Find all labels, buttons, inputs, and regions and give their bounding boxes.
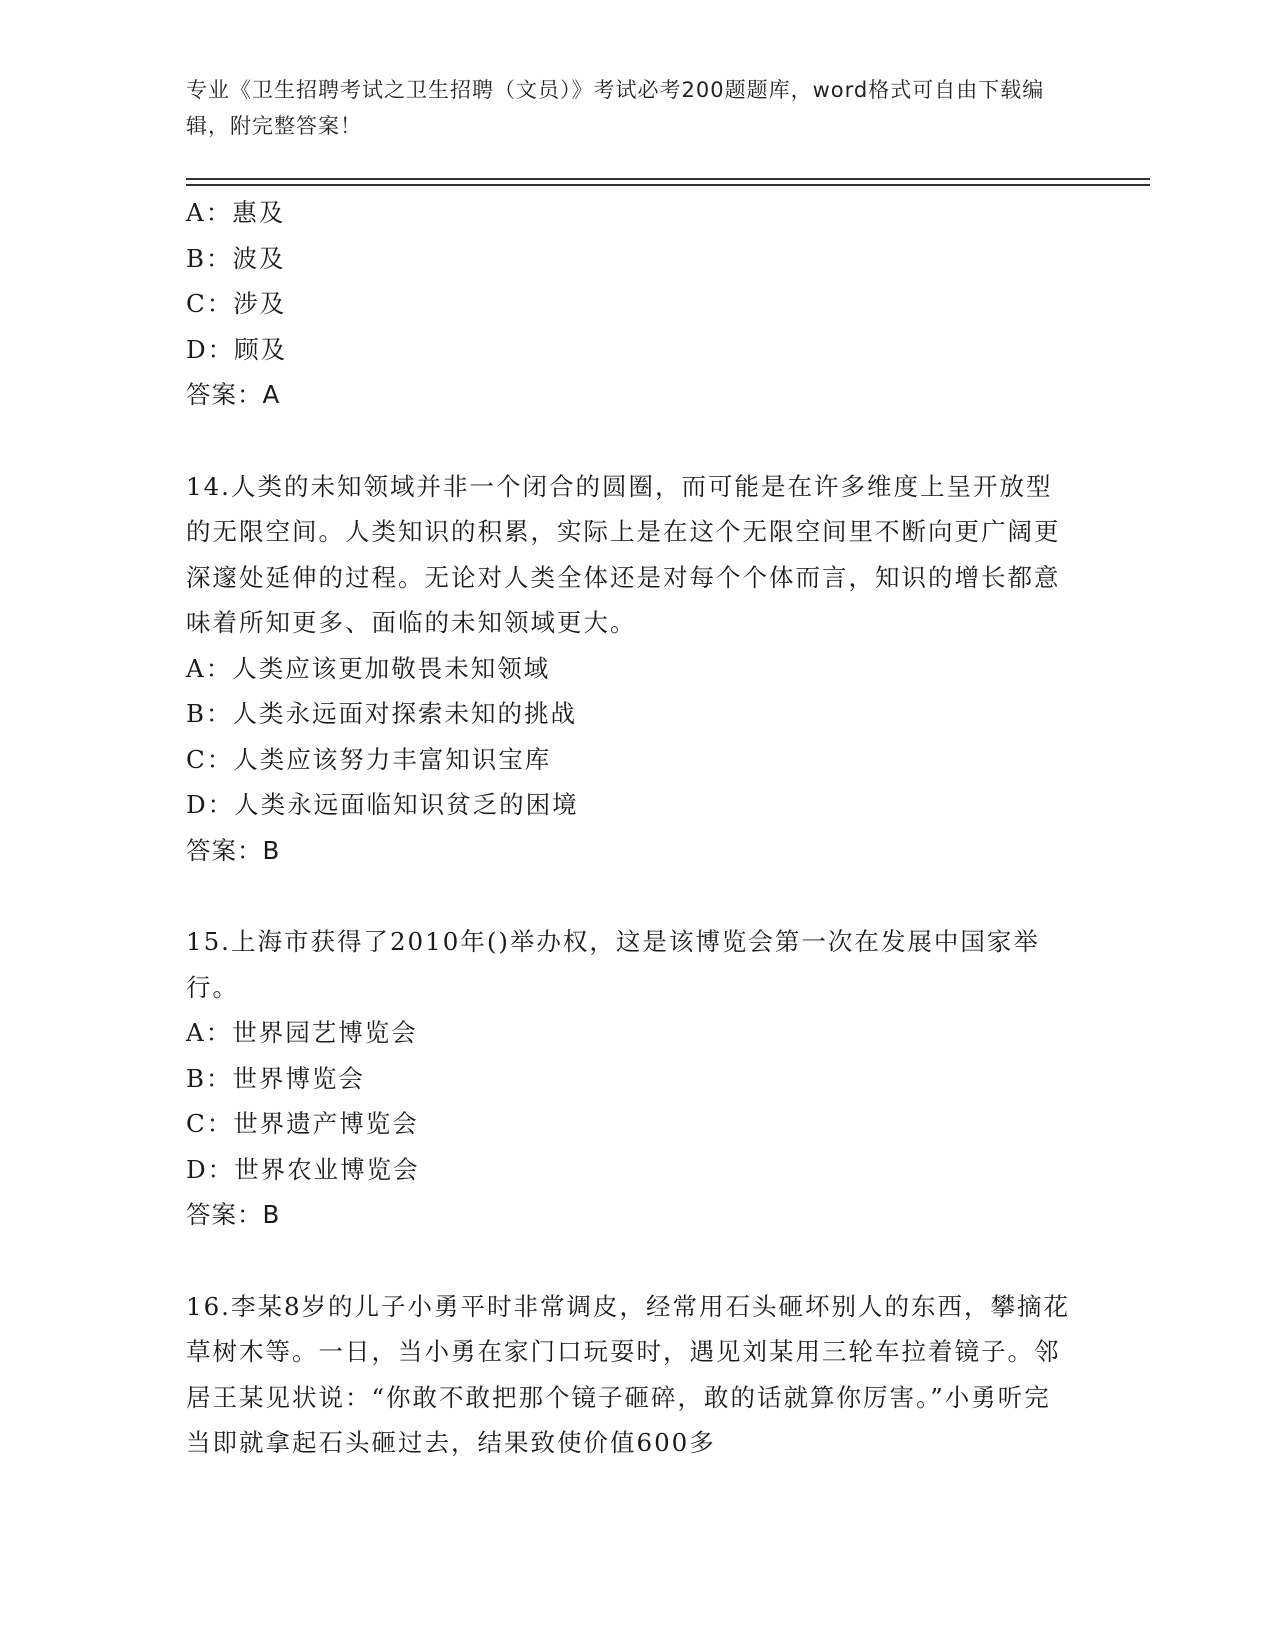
question-block-15 <box>186 919 1076 1238</box>
option-b: B：世界博览会 <box>186 1063 366 1093</box>
option-d: D：世界农业博览会 <box>186 1154 420 1184</box>
option-d: D：人类永远面临知识贫乏的困境 <box>186 790 579 819</box>
document-header: 专业《卫生招聘考试之卫生招聘（文员）》考试必考200题题库，word格式可自由下载编辑，附完整答案！ <box>186 78 1045 138</box>
question-block-16 <box>186 1284 1076 1466</box>
answer-line: 答案：A <box>186 380 281 409</box>
option-a: A：人类应该更加敬畏未知领域 <box>186 653 551 683</box>
question-block-13 <box>186 190 1076 418</box>
option-c: C：涉及 <box>186 289 287 318</box>
option-d: D：顾及 <box>186 334 288 364</box>
question-block-14 <box>186 464 1076 874</box>
answer-line: 答案：B <box>186 835 281 865</box>
option-b: B：波及 <box>186 243 286 273</box>
option-c: C：世界遗产博览会 <box>186 1109 419 1138</box>
question-stem: 15.上海市获得了2010年()举办权，这是该博览会第一次在发展中国家举行。 <box>186 927 1040 1002</box>
question-stem: 16.李某8岁的儿子小勇平时非常调皮，经常用石头砸坏别人的东西，攀摘花草树木等。一日，当小勇在家门口玩耍时，遇见刘某用三轮车拉着镜子。邻居王某见状说：“你敢不敢把那个镜子砸碎，敢的话就算你厉害。”小勇听完当即就拿起石头砸过去，结果致使价值600多 <box>186 1291 1071 1457</box>
option-a: A：世界园艺博览会 <box>186 1018 418 1047</box>
answer-line: 答案：B <box>186 1200 281 1229</box>
header-rule-bottom <box>186 184 1150 186</box>
document-body <box>186 190 1076 1466</box>
option-a: A：惠及 <box>186 198 286 227</box>
header-rule-top <box>186 178 1150 180</box>
option-c: C：人类应该努力丰富知识宝库 <box>186 744 552 774</box>
option-b: B：人类永远面对探索未知的挑战 <box>186 699 578 728</box>
question-stem: 14.人类的未知领域并非一个闭合的圆圈，而可能是在许多维度上呈开放型的无限空间。人类知识的积累，实际上是在这个无限空间里不断向更广阔更深邃处延伸的过程。无论对人类全体还是对每个个体而言，知识的增长都意味着所知更多、面临的未知领域更大。 <box>186 471 1061 637</box>
